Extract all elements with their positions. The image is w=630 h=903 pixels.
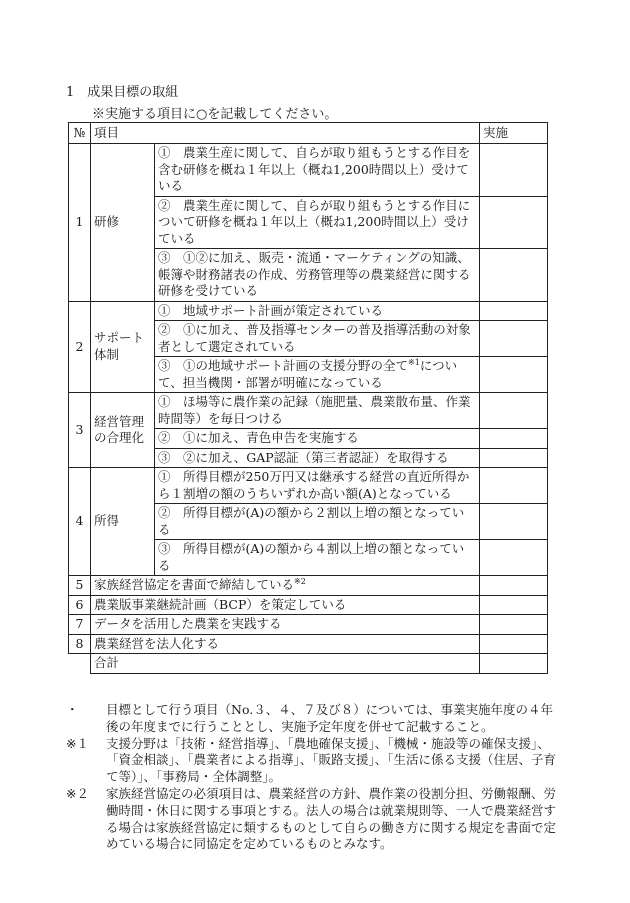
header-item: 項目 bbox=[91, 123, 480, 144]
total-row bbox=[69, 654, 548, 674]
note-text: 家族経営協定の必須項目は、農業経営の方針、農作業の役割分担、労働報酬、労働時間・休日に関する事項とする。法人の場合は就業規則等、一人で農業経営する場合は家族経営協定に類するものとして自らの働き方に関する規定を書面で定めている場合に同協定を定めているものとみなす。 bbox=[106, 785, 557, 852]
table-row bbox=[69, 468, 548, 504]
table-row bbox=[69, 634, 548, 654]
item-text: ① 農業生産に関して、自らが取り組もうとする作目を含む研修を概ね１年以上（概ね1,200時間以上）受けている bbox=[155, 144, 480, 197]
table-row bbox=[69, 301, 548, 321]
item-text: 農業版事業継続計画（BCP）を策定している bbox=[91, 595, 480, 615]
note-item bbox=[66, 702, 558, 736]
item-text: ② 所得目標が(A)の額から２割以上増の額となっている bbox=[155, 504, 480, 540]
exec-cell[interactable] bbox=[480, 615, 548, 635]
exec-cell[interactable] bbox=[480, 634, 548, 654]
note-text: 目標として行う項目（No.３、４、７及び８）については、事業実施年度の４年後の年度までに行うこととし、実施予定年度を併せて記載すること。 bbox=[106, 702, 553, 734]
item-text: 家族経営協定を書面で締結している$^{※2}$ bbox=[91, 576, 480, 596]
item-text: 農業経営を法人化する bbox=[91, 634, 480, 654]
table-header-row bbox=[69, 123, 548, 144]
item-text: ① ほ場等に農作業の記録（施肥量、農業散布量、作業時間等）を毎日つける bbox=[155, 393, 480, 429]
item-text: ③ ②に加え、GAP認証（第三者認証）を取得する bbox=[155, 448, 480, 468]
instruction-text: ※実施する項目に○を記載してください。 bbox=[92, 107, 338, 122]
exec-cell[interactable] bbox=[480, 540, 548, 576]
item-text: ① 地域サポート計画が策定されている bbox=[155, 301, 480, 321]
row-number: 4 bbox=[69, 468, 91, 576]
row-number: 3 bbox=[69, 393, 91, 468]
note-text: 支援分野は「技術・経営指導」、「農地確保支援」、「機械・施設等の確保支援」、「資金相談」、「農業者による指導」、「販路支援」、「生活に係る支援（住居、子育て等）」、「事務局・全体調整」。 bbox=[106, 735, 557, 785]
row-number: 6 bbox=[69, 595, 91, 615]
header-exec: 実施 bbox=[480, 123, 548, 144]
category-label: サポート体制 bbox=[91, 301, 155, 393]
table-row bbox=[69, 595, 548, 615]
note-mark: ・ bbox=[66, 702, 79, 717]
total-blank bbox=[69, 654, 91, 674]
exec-cell[interactable] bbox=[480, 393, 548, 429]
row-number: 5 bbox=[69, 576, 91, 596]
item-text: ② ①に加え、普及指導センターの普及指導活動の対象者として選定されている bbox=[155, 321, 480, 357]
item-text: ① 所得目標が250万円又は継承する経営の直近所得から１割増の額のうちいずれか高い額(A)となっている bbox=[155, 468, 480, 504]
section-heading: 1 成果目標の取組 bbox=[66, 85, 179, 100]
row-number: 2 bbox=[69, 301, 91, 393]
exec-cell[interactable] bbox=[480, 448, 548, 468]
total-exec-cell[interactable] bbox=[480, 654, 548, 674]
table-row bbox=[69, 615, 548, 635]
exec-cell[interactable] bbox=[480, 468, 548, 504]
exec-cell[interactable] bbox=[480, 595, 548, 615]
item-text: データを活用した農業を実践する bbox=[91, 615, 480, 635]
note-item bbox=[66, 786, 558, 853]
table-row bbox=[69, 576, 548, 596]
exec-cell[interactable] bbox=[480, 196, 548, 249]
note-item bbox=[66, 736, 558, 786]
row-number: 7 bbox=[69, 615, 91, 635]
notes-section bbox=[66, 702, 558, 853]
exec-cell[interactable] bbox=[480, 301, 548, 321]
note-mark: ※２ bbox=[66, 785, 89, 801]
row-number: 8 bbox=[69, 634, 91, 654]
exec-cell[interactable] bbox=[480, 504, 548, 540]
total-label: 合計 bbox=[91, 654, 480, 674]
table-row bbox=[69, 393, 548, 429]
goals-table bbox=[68, 122, 548, 674]
exec-cell[interactable] bbox=[480, 357, 548, 393]
category-label: 研修 bbox=[91, 144, 155, 302]
item-text: ② 農業生産に関して、自らが取り組もうとする作目について研修を概ね１年以上（概ね1,200時間以上）受けている bbox=[155, 196, 480, 249]
item-text: ③ ①の地域サポート計画の支援分野の全て$^{※1}$について、担当機関・部署が明確になっている bbox=[155, 357, 480, 393]
category-label: 所得 bbox=[91, 468, 155, 576]
item-text: ② ①に加え、青色申告を実施する bbox=[155, 429, 480, 449]
exec-cell[interactable] bbox=[480, 249, 548, 302]
table-row bbox=[69, 144, 548, 197]
row-number: 1 bbox=[69, 144, 91, 302]
note-mark: ※１ bbox=[66, 735, 89, 751]
exec-cell[interactable] bbox=[480, 576, 548, 596]
item-text: ③ ①②に加え、販売・流通・マーケティングの知識、帳簿や財務諸表の作成、労務管理等の農業経営に関する研修を受けている bbox=[155, 249, 480, 302]
exec-cell[interactable] bbox=[480, 144, 548, 197]
header-no: № bbox=[69, 123, 91, 144]
category-label: 経営管理の合理化 bbox=[91, 393, 155, 468]
item-text: ③ 所得目標が(A)の額から４割以上増の額となっている bbox=[155, 540, 480, 576]
exec-cell[interactable] bbox=[480, 321, 548, 357]
exec-cell[interactable] bbox=[480, 429, 548, 449]
